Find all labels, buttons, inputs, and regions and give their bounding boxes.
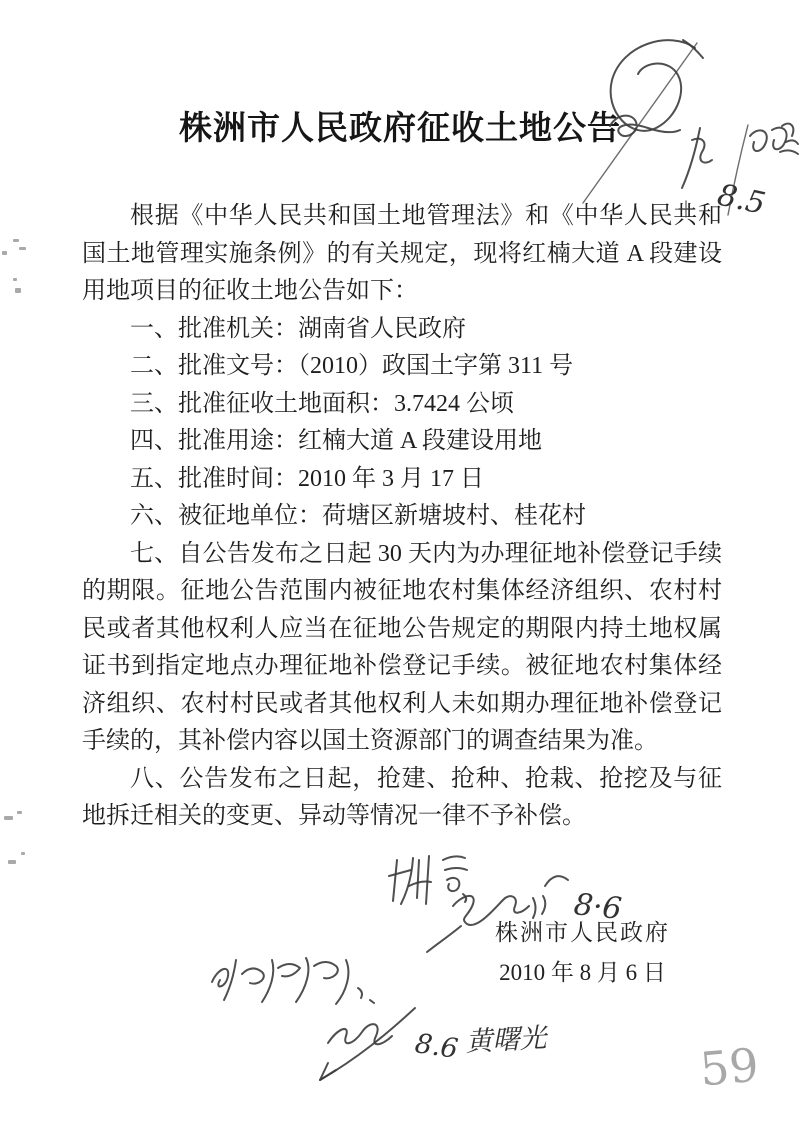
page-title: 株洲市人民政府征收土地公告 [179,111,621,147]
handwriting-top-right [550,18,800,223]
item-approval-number: 二、批准文号：（2010）政国土字第 311 号 [130,353,574,379]
issuing-agency: 株洲市人民政府 [495,920,670,945]
scan-speck [15,288,21,293]
item-approved-area: 三、批准征收土地面积：3.7424 公顷 [130,390,514,417]
scan-speck [13,278,17,281]
intro-paragraph: 根据《中华人民共和国土地管理法》和《中华人民共和国土地管理实施条例》的有关规定，现将红楠大道 A 段建设用地项目的征收土地公告如下： [82,203,722,304]
handwritten-page-number: 59 [697,1037,761,1097]
handwritten-approval-note-scrawl [389,856,467,904]
item-approval-time: 五、批准时间：2010 年 3 月 17 日 [130,465,484,492]
scan-speck [21,852,25,855]
scan-speck [2,251,7,255]
scan-speck [8,860,16,864]
handwritten-date-top: 8.5 [714,177,769,222]
handwriting-bottom [178,948,588,1088]
handwriting-middle [383,846,653,956]
item-registration-term: 七、自公告发布之日起 30 天内为办理征地补偿登记手续的期限。征地公告范围内被征地农村集体经济组织、农村村民或者其他权利人应当在征地公告规定的期限内持土地权属证书到指定地点办理征地补偿登记手续。被征地农村集体经济组织、农村村民或者其他权利人未如期办理征地补偿登记手续的，其补偿内容以国土资源部门的调查结果为准。 [82,540,722,754]
handwritten-signature-scrawl [320,1008,415,1080]
scan-speck [17,811,22,814]
handwritten-name: 黄曙光 [464,1022,548,1058]
item-expropriated-unit: 六、被征地单位：荷塘区新塘坡村、桂花村 [130,503,586,529]
scan-speck [4,816,13,820]
handwritten-date-bottom: 8.6 [413,1028,460,1065]
handwritten-instruction-scrawl [212,958,374,1004]
scan-speck [19,247,26,250]
handwritten-date-middle: 8·6 [572,887,624,927]
item-approval-agency: 一、批准机关：湖南省人民政府 [130,315,466,342]
scan-speck [13,239,19,242]
item-approved-use: 四、批准用途：红楠大道 A 段建设用地 [130,428,543,454]
document-body [82,198,722,836]
issue-date: 2010 年 8 月 6 日 [499,960,666,985]
item-no-compensation: 八、公告发布之日起，抢建、抢种、抢栽、抢挖及与征地拆迁相关的变更、异动等情况一律不予补偿。 [82,765,722,829]
